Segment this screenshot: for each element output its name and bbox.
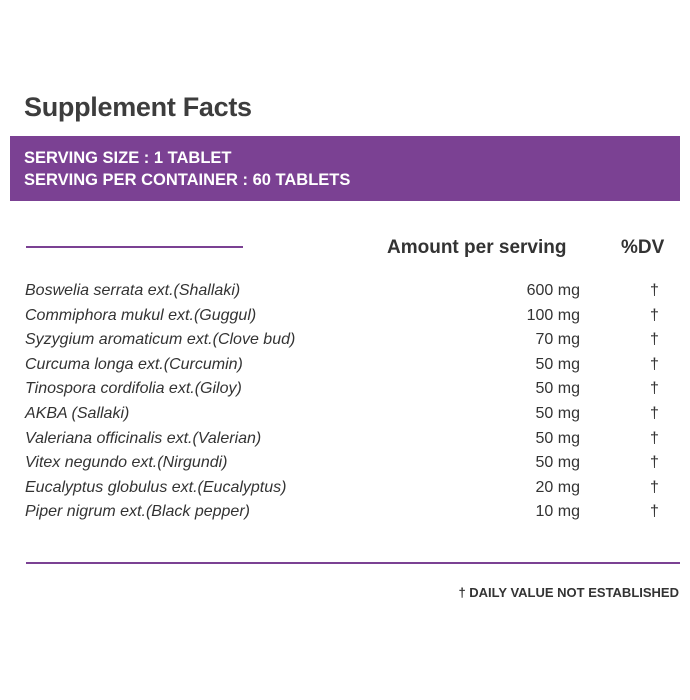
ingredient-amount: 50 mg bbox=[535, 454, 580, 472]
table-row bbox=[0, 353, 690, 378]
ingredient-name: Boswelia serrata ext.(Shallaki) bbox=[25, 282, 241, 299]
ingredient-amount: 10 mg bbox=[535, 503, 580, 521]
amount-column-header: Amount per serving bbox=[387, 237, 567, 258]
table-row bbox=[0, 279, 690, 304]
table-row bbox=[0, 476, 690, 501]
ingredient-dv: † bbox=[650, 454, 659, 472]
ingredient-dv: † bbox=[650, 429, 659, 447]
ingredient-name: Valeriana officinalis ext.(Valerian) bbox=[25, 429, 262, 447]
footer-divider bbox=[26, 562, 680, 564]
ingredient-name: Piper nigrum ext.(Black pepper) bbox=[25, 503, 250, 521]
table-row bbox=[0, 402, 690, 427]
servings-per-container: SERVING PER CONTAINER : 60 TABLETS bbox=[24, 171, 351, 189]
ingredient-amount: 20 mg bbox=[535, 478, 580, 496]
table-row bbox=[0, 377, 690, 402]
ingredient-dv: † bbox=[650, 380, 659, 398]
ingredient-dv: † bbox=[650, 503, 659, 521]
ingredient-name: AKBA (Sallaki) bbox=[25, 404, 130, 422]
serving-size: SERVING SIZE : 1 TABLET bbox=[24, 149, 232, 167]
table-row bbox=[0, 328, 690, 353]
daily-value-footnote: † DAILY VALUE NOT ESTABLISHED bbox=[458, 585, 679, 600]
table-row bbox=[0, 451, 690, 476]
ingredient-amount: 50 mg bbox=[535, 429, 580, 447]
ingredient-dv: † bbox=[650, 478, 659, 496]
table-row bbox=[0, 427, 690, 452]
ingredient-name: Syzygium aromaticum ext.(Clove bud) bbox=[25, 331, 296, 349]
header-divider bbox=[26, 246, 243, 248]
ingredient-name: Eucalyptus globulus ext.(Eucalyptus) bbox=[25, 478, 287, 496]
serving-banner bbox=[10, 136, 680, 201]
ingredient-amount: 50 mg bbox=[535, 380, 580, 398]
ingredient-amount: 70 mg bbox=[535, 331, 580, 349]
ingredient-amount: 50 mg bbox=[535, 355, 580, 373]
ingredient-name: Tinospora cordifolia ext.(Giloy) bbox=[25, 380, 242, 398]
ingredient-dv: † bbox=[650, 306, 659, 324]
ingredient-dv: † bbox=[650, 331, 659, 349]
ingredient-name: Commiphora mukul ext.(Guggul) bbox=[25, 306, 257, 324]
ingredient-dv: † bbox=[650, 404, 659, 422]
table-row bbox=[0, 304, 690, 329]
page-title: Supplement Facts bbox=[24, 92, 252, 122]
ingredients-table bbox=[0, 279, 690, 525]
ingredient-amount: 100 mg bbox=[526, 306, 580, 324]
ingredient-dv: † bbox=[650, 282, 659, 299]
table-row bbox=[0, 500, 690, 525]
ingredient-name: Curcuma longa ext.(Curcumin) bbox=[25, 355, 243, 373]
ingredient-name: Vitex negundo ext.(Nirgundi) bbox=[25, 454, 228, 472]
ingredient-amount: 50 mg bbox=[535, 404, 580, 422]
ingredient-amount: 600 mg bbox=[526, 282, 580, 299]
ingredient-dv: † bbox=[650, 355, 659, 373]
dv-column-header: %DV bbox=[621, 237, 665, 258]
